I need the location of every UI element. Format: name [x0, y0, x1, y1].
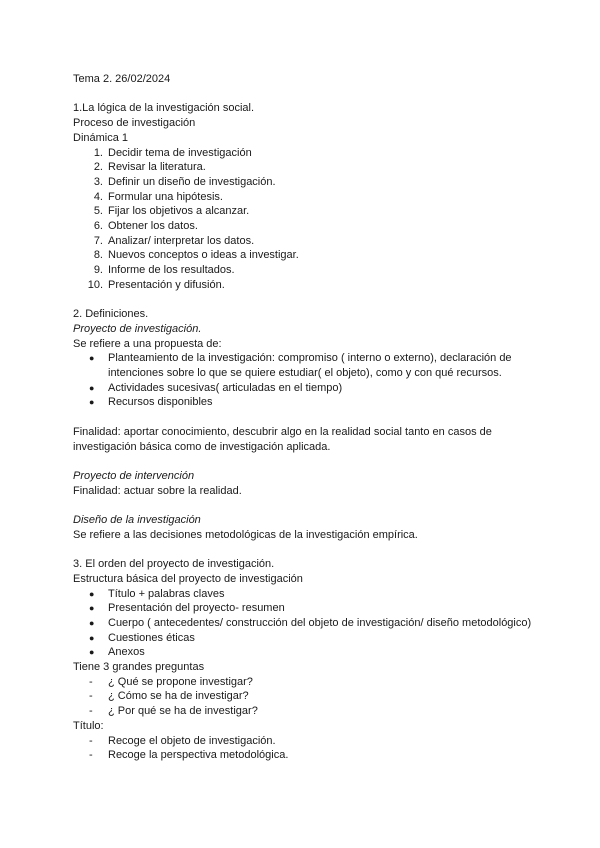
- document-page: [73, 72, 543, 763]
- structure-bullets: [73, 587, 543, 661]
- list-item: ● Planteamiento de la investigación: compromiso ( interno o externo), declaración de intenciones sobre lo que se quiere estudiar( el objeto), como y con qué recursos.: [89, 352, 512, 380]
- section-3-title: 3. El orden del proyecto de investigación.: [73, 558, 275, 571]
- finalidad-investigacion: Finalidad: aportar conocimiento, descubrir algo en la realidad social tanto en casos de investigación básica como de investigación aplicada.: [73, 425, 492, 453]
- finalidad-intervencion: Finalidad: actuar sobre la realidad.: [73, 484, 242, 497]
- proyecto-investigacion-heading: Proyecto de investigación.: [73, 322, 202, 335]
- questions-list: [73, 675, 543, 719]
- estructura-heading: Estructura básica del proyecto de investigación: [73, 572, 303, 585]
- list-item: 1. Decidir tema de investigación: [93, 146, 252, 159]
- list-item: ● Presentación del proyecto- resumen: [89, 602, 285, 615]
- titulo-list: [73, 734, 543, 763]
- list-item: ● Recursos disponibles: [89, 396, 213, 409]
- section-1-title: 1.La lógica de la investigación social.: [73, 102, 255, 115]
- definition-bullets: [73, 351, 543, 410]
- list-item: 2. Revisar la literatura.: [93, 161, 206, 174]
- list-item: 10. Presentación y difusión.: [87, 278, 225, 291]
- list-item: 7. Analizar/ interpretar los datos.: [93, 234, 255, 247]
- list-item: - ¿ Por qué se ha de investigar?: [89, 705, 258, 718]
- list-item: 5. Fijar los objetivos a alcanzar.: [93, 205, 250, 218]
- list-item: ● Anexos: [89, 646, 145, 659]
- list-item: - Recoge la perspectiva metodológica.: [89, 749, 289, 762]
- list-item: 9. Informe de los resultados.: [93, 264, 235, 277]
- list-item: ● Título + palabras claves: [89, 587, 225, 600]
- section-2-title: 2. Definiciones.: [73, 308, 149, 321]
- section-1-dinamica: Dinámica 1: [73, 131, 129, 144]
- diseno-heading: Diseño de la investigación: [73, 514, 201, 527]
- refiere-text: Se refiere a una propuesta de:: [73, 337, 222, 350]
- list-item: ● Actividades sucesivas( articuladas en el tiempo): [89, 381, 343, 394]
- research-steps-list: [73, 146, 543, 293]
- list-item: ● Cuerpo ( antecedentes/ construcción del objeto de investigación/ diseño metodológico): [89, 616, 532, 629]
- section-1-subtitle: Proceso de investigación: [73, 117, 196, 130]
- list-item: 6. Obtener los datos.: [93, 220, 198, 233]
- list-item: ● Cuestiones éticas: [89, 631, 195, 644]
- list-item: - Recoge el objeto de investigación.: [89, 734, 276, 747]
- preguntas-heading: Tiene 3 grandes preguntas: [73, 661, 205, 674]
- diseno-text: Se refiere a las decisiones metodológicas de la investigación empírica.: [73, 528, 418, 541]
- list-item: 8. Nuevos conceptos o ideas a investigar.: [93, 249, 299, 262]
- list-item: 3. Definir un diseño de investigación.: [93, 175, 276, 188]
- list-item: - ¿ Qué se propone investigar?: [89, 675, 253, 688]
- proyecto-intervencion-heading: Proyecto de intervención: [73, 469, 195, 482]
- list-item: 4. Formular una hipótesis.: [93, 190, 223, 203]
- document-header: Tema 2. 26/02/2024: [73, 73, 171, 85]
- titulo-label: Título:: [73, 719, 104, 732]
- list-item: - ¿ Cómo se ha de investigar?: [89, 690, 249, 703]
